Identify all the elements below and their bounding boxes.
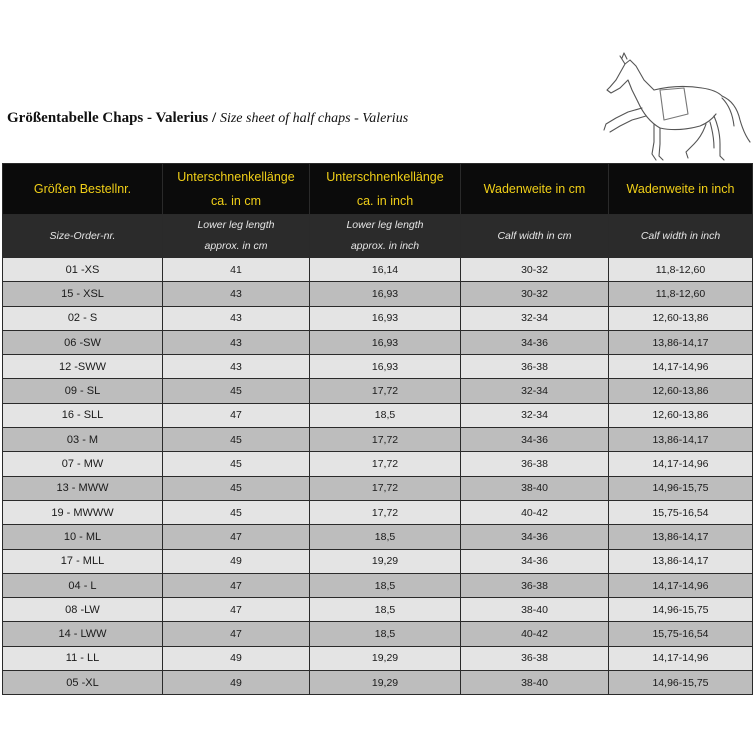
cell-leg-cm: 43 bbox=[163, 355, 310, 379]
cell-calf-inch: 12,60-13,86 bbox=[609, 403, 753, 427]
title-german: Größentabelle Chaps - Valerius / bbox=[7, 110, 217, 126]
cell-calf-cm: 36-38 bbox=[461, 355, 609, 379]
cell-leg-inch: 16,14 bbox=[310, 258, 461, 282]
cell-calf-cm: 40-42 bbox=[461, 500, 609, 524]
table-row bbox=[3, 452, 753, 476]
table-row bbox=[3, 403, 753, 427]
cell-leg-inch: 19,29 bbox=[310, 549, 461, 573]
cell-calf-inch: 14,17-14,96 bbox=[609, 452, 753, 476]
cell-leg-cm: 43 bbox=[163, 282, 310, 306]
cell-calf-inch: 13,86-14,17 bbox=[609, 549, 753, 573]
cell-calf-cm: 32-34 bbox=[461, 379, 609, 403]
cell-size: 07 - MW bbox=[3, 452, 163, 476]
table-row bbox=[3, 573, 753, 597]
cell-size: 03 - M bbox=[3, 428, 163, 452]
cell-leg-cm: 45 bbox=[163, 500, 310, 524]
cell-size: 16 - SLL bbox=[3, 403, 163, 427]
cell-leg-inch: 19,29 bbox=[310, 646, 461, 670]
table-row bbox=[3, 379, 753, 403]
cell-calf-inch: 14,96-15,75 bbox=[609, 671, 753, 695]
cell-leg-inch: 16,93 bbox=[310, 355, 461, 379]
cell-calf-cm: 30-32 bbox=[461, 282, 609, 306]
cell-leg-cm: 47 bbox=[163, 598, 310, 622]
cell-leg-cm: 45 bbox=[163, 379, 310, 403]
cell-calf-inch: 13,86-14,17 bbox=[609, 330, 753, 354]
table-row bbox=[3, 646, 753, 670]
table-row bbox=[3, 476, 753, 500]
cell-calf-cm: 36-38 bbox=[461, 452, 609, 476]
cell-calf-inch: 14,17-14,96 bbox=[609, 355, 753, 379]
subheader-calf-inch: Calf width in inch bbox=[609, 215, 753, 258]
subheader-size: Size-Order-nr. bbox=[3, 215, 163, 258]
table-row bbox=[3, 282, 753, 306]
cell-leg-cm: 45 bbox=[163, 452, 310, 476]
cell-calf-cm: 38-40 bbox=[461, 671, 609, 695]
cell-leg-inch: 18,5 bbox=[310, 598, 461, 622]
cell-size: 01 -XS bbox=[3, 258, 163, 282]
subheader-leg-inch: Lower leg length approx. in inch bbox=[310, 215, 461, 258]
cell-calf-inch: 11,8-12,60 bbox=[609, 258, 753, 282]
cell-leg-cm: 45 bbox=[163, 428, 310, 452]
cell-leg-cm: 47 bbox=[163, 622, 310, 646]
cell-leg-cm: 49 bbox=[163, 646, 310, 670]
cell-calf-inch: 14,96-15,75 bbox=[609, 476, 753, 500]
cell-leg-inch: 18,5 bbox=[310, 525, 461, 549]
table-row bbox=[3, 549, 753, 573]
cell-calf-inch: 12,60-13,86 bbox=[609, 379, 753, 403]
cell-calf-cm: 32-34 bbox=[461, 403, 609, 427]
header-calf-cm: Wadenweite in cm bbox=[461, 164, 609, 215]
table-row bbox=[3, 671, 753, 695]
cell-leg-inch: 16,93 bbox=[310, 306, 461, 330]
header-calf-inch: Wadenweite in inch bbox=[609, 164, 753, 215]
cell-size: 06 -SW bbox=[3, 330, 163, 354]
table-row bbox=[3, 258, 753, 282]
cell-size: 15 - XSL bbox=[3, 282, 163, 306]
horse-icon bbox=[598, 50, 754, 165]
cell-calf-cm: 36-38 bbox=[461, 646, 609, 670]
header-leg-cm: Unterschnenkellänge ca. in cm bbox=[163, 164, 310, 215]
cell-leg-inch: 17,72 bbox=[310, 379, 461, 403]
table-row bbox=[3, 330, 753, 354]
cell-size: 14 - LWW bbox=[3, 622, 163, 646]
table-row bbox=[3, 598, 753, 622]
subheader-row bbox=[3, 215, 753, 258]
cell-size: 05 -XL bbox=[3, 671, 163, 695]
cell-calf-inch: 13,86-14,17 bbox=[609, 428, 753, 452]
table-row bbox=[3, 622, 753, 646]
header-row bbox=[3, 164, 753, 215]
cell-calf-inch: 14,17-14,96 bbox=[609, 573, 753, 597]
cell-leg-inch: 16,93 bbox=[310, 282, 461, 306]
table-row bbox=[3, 428, 753, 452]
cell-size: 02 - S bbox=[3, 306, 163, 330]
title-english: Size sheet of half chaps - Valerius bbox=[219, 111, 409, 126]
cell-leg-cm: 49 bbox=[163, 671, 310, 695]
cell-leg-cm: 47 bbox=[163, 403, 310, 427]
cell-calf-inch: 14,96-15,75 bbox=[609, 598, 753, 622]
table-row bbox=[3, 355, 753, 379]
cell-calf-cm: 34-36 bbox=[461, 549, 609, 573]
cell-leg-cm: 45 bbox=[163, 476, 310, 500]
cell-calf-cm: 38-40 bbox=[461, 598, 609, 622]
cell-calf-cm: 30-32 bbox=[461, 258, 609, 282]
header-leg-inch: Unterschnenkellänge ca. in inch bbox=[310, 164, 461, 215]
cell-leg-inch: 17,72 bbox=[310, 452, 461, 476]
cell-leg-inch: 19,29 bbox=[310, 671, 461, 695]
cell-size: 04 - L bbox=[3, 573, 163, 597]
cell-size: 13 - MWW bbox=[3, 476, 163, 500]
subheader-calf-cm: Calf width in cm bbox=[461, 215, 609, 258]
cell-calf-cm: 38-40 bbox=[461, 476, 609, 500]
cell-leg-inch: 16,93 bbox=[310, 330, 461, 354]
page-title bbox=[7, 110, 408, 127]
size-table bbox=[2, 163, 753, 695]
cell-calf-inch: 15,75-16,54 bbox=[609, 500, 753, 524]
cell-leg-cm: 47 bbox=[163, 573, 310, 597]
cell-calf-inch: 14,17-14,96 bbox=[609, 646, 753, 670]
cell-leg-inch: 18,5 bbox=[310, 573, 461, 597]
cell-size: 09 - SL bbox=[3, 379, 163, 403]
cell-leg-cm: 49 bbox=[163, 549, 310, 573]
header-size: Größen Bestellnr. bbox=[3, 164, 163, 215]
cell-calf-cm: 40-42 bbox=[461, 622, 609, 646]
cell-leg-inch: 17,72 bbox=[310, 476, 461, 500]
cell-leg-inch: 18,5 bbox=[310, 403, 461, 427]
cell-calf-cm: 34-36 bbox=[461, 428, 609, 452]
cell-calf-inch: 12,60-13,86 bbox=[609, 306, 753, 330]
cell-calf-inch: 13,86-14,17 bbox=[609, 525, 753, 549]
cell-size: 08 -LW bbox=[3, 598, 163, 622]
cell-calf-cm: 34-36 bbox=[461, 525, 609, 549]
cell-size: 11 - LL bbox=[3, 646, 163, 670]
cell-size: 19 - MWWW bbox=[3, 500, 163, 524]
cell-leg-inch: 18,5 bbox=[310, 622, 461, 646]
cell-size: 12 -SWW bbox=[3, 355, 163, 379]
cell-size: 10 - ML bbox=[3, 525, 163, 549]
cell-calf-inch: 15,75-16,54 bbox=[609, 622, 753, 646]
cell-leg-inch: 17,72 bbox=[310, 428, 461, 452]
cell-calf-inch: 11,8-12,60 bbox=[609, 282, 753, 306]
table-row bbox=[3, 306, 753, 330]
subheader-leg-cm: Lower leg length approx. in cm bbox=[163, 215, 310, 258]
cell-size: 17 - MLL bbox=[3, 549, 163, 573]
cell-leg-inch: 17,72 bbox=[310, 500, 461, 524]
cell-leg-cm: 41 bbox=[163, 258, 310, 282]
cell-calf-cm: 32-34 bbox=[461, 306, 609, 330]
cell-leg-cm: 43 bbox=[163, 306, 310, 330]
cell-leg-cm: 47 bbox=[163, 525, 310, 549]
cell-calf-cm: 34-36 bbox=[461, 330, 609, 354]
table-row bbox=[3, 500, 753, 524]
cell-calf-cm: 36-38 bbox=[461, 573, 609, 597]
cell-leg-cm: 43 bbox=[163, 330, 310, 354]
table-row bbox=[3, 525, 753, 549]
